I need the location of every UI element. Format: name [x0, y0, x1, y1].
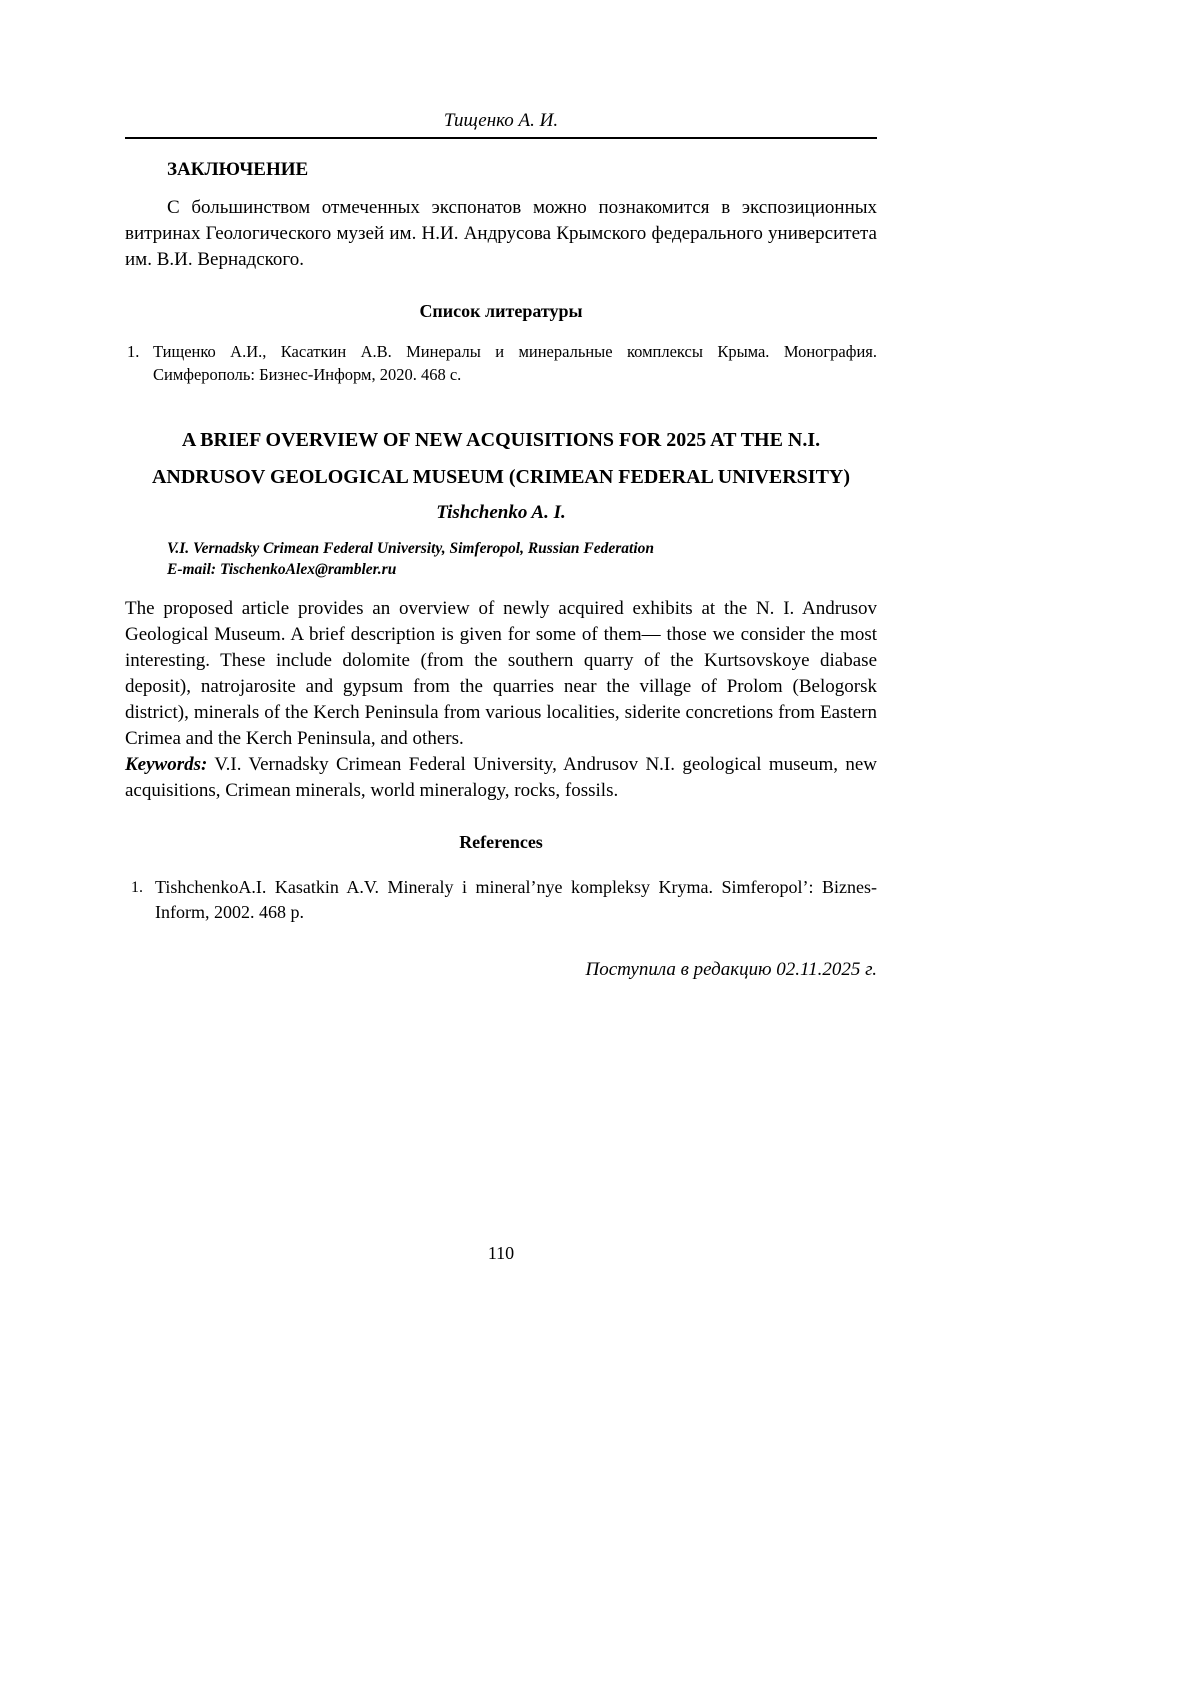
keywords-label: Keywords:: [125, 754, 208, 775]
references-list: [125, 875, 877, 925]
received-date-line: Поступила в редакцию 02.11.2025 г.: [585, 959, 877, 980]
reference-item-number: 1.: [131, 879, 143, 896]
bibliography-item-text: Тищенко А.И., Касаткин А.В. Минералы и минеральные комплексы Крыма. Монография. Симферополь: Бизнес-Информ, 2020. 468 с.: [153, 342, 877, 384]
article-title-line2: ANDRUSOV GEOLOGICAL MUSEUM (CRIMEAN FEDERAL UNIVERSITY): [151, 466, 851, 488]
bibliography-heading: Список литературы: [419, 301, 583, 321]
references-heading: References: [459, 832, 543, 852]
page-number: 110: [487, 1243, 515, 1263]
article-title: [125, 422, 877, 496]
article-title-line1: A BRIEF OVERVIEW OF NEW ACQUISITIONS FOR 2025 AT THE N.I.: [181, 429, 821, 451]
bibliography-item-number: 1.: [127, 342, 140, 361]
conclusion-paragraph: С большинством отмеченных экспонатов можно познакомится в экспозиционных витринах Геологического музей им. Н.И. Андрусова Крымского федерального университета им. В.И. Вернадского.: [125, 197, 877, 270]
reference-item: [125, 875, 877, 925]
running-head: Тищенко А. И.: [125, 110, 877, 139]
document-page: [125, 0, 877, 981]
email-line: E-mail: TischenkoAlex@rambler.ru: [167, 561, 397, 578]
affiliation-block: [167, 538, 877, 580]
keywords-paragraph: [125, 752, 877, 804]
conclusion-heading: ЗАКЛЮЧЕНИЕ: [167, 159, 309, 180]
affiliation-line: V.I. Vernadsky Crimean Federal University, Simferopol, Russian Federation: [167, 540, 655, 557]
abstract-paragraph: The proposed article provides an overview of newly acquired exhibits at the N. I. Andrusov Geological Museum. A brief description is given for some of them— those we consider the most interesting. These include dolomite (from the southern quarry of the Kurtsovskoye diabase deposit), natrojarosite and gypsum from the quarries near the village of Prolom (Belogorsk district), minerals of the Kerch Peninsula from various localities, siderite concretions from Eastern Crimea and the Kerch Peninsula, and others.: [125, 598, 877, 749]
article-author: Tishchenko A. I.: [436, 502, 566, 523]
reference-item-text: TishchenkoA.I. Kasatkin A.V. Mineraly i mineral’nye kompleksy Kryma. Simferopol’: Biznes-Inform, 2002. 468 p.: [155, 877, 877, 922]
keywords-text: V.I. Vernadsky Crimean Federal University, Andrusov N.I. geological museum, new acquisitions, Crimean minerals, world mineralogy, rocks, fossils.: [125, 754, 877, 801]
bibliography-list: [125, 340, 877, 386]
bibliography-item: [125, 340, 877, 386]
